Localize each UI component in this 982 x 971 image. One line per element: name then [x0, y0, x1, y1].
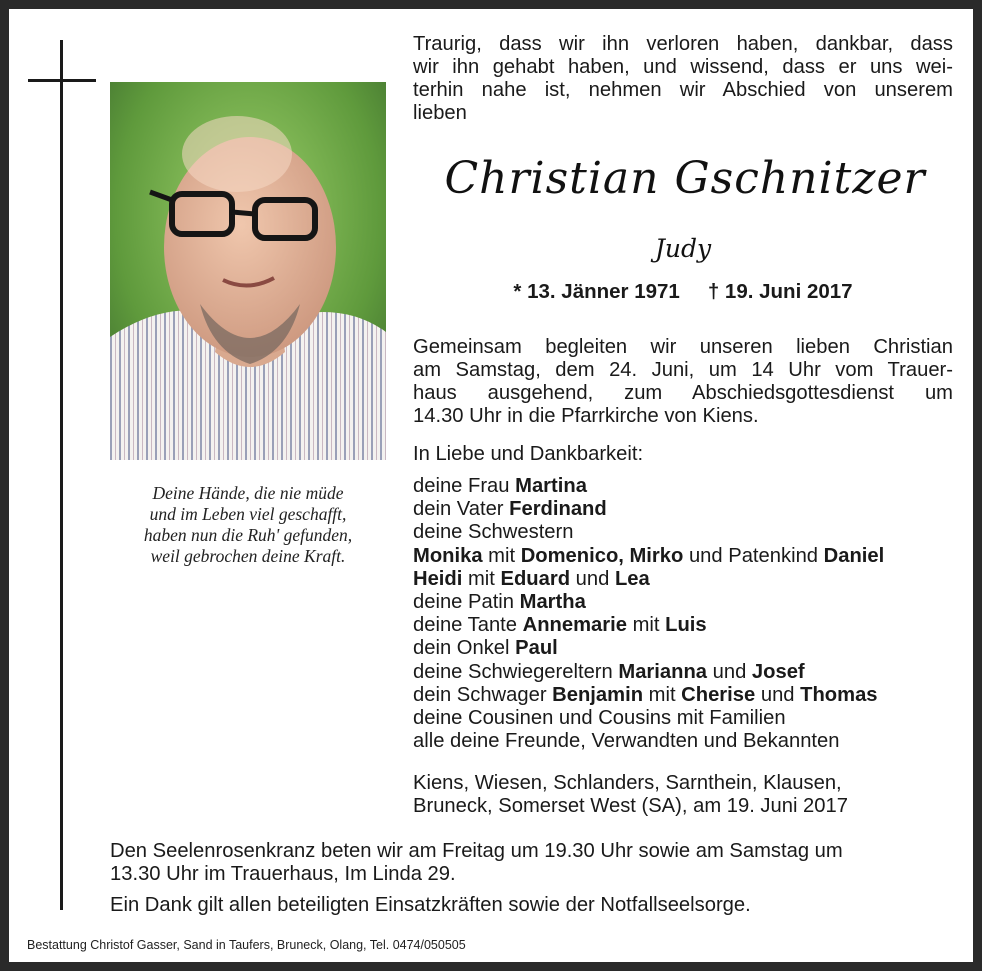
funeral-home-footer: Bestattung Christof Gasser, Sand in Taufers, Bruneck, Olang, Tel. 0474/050505	[27, 938, 466, 952]
poem-line: weil gebrochen deine Kraft.	[150, 546, 346, 566]
mourner-line	[413, 707, 953, 730]
poem-line: haben nun die Ruh' gefunden,	[143, 525, 353, 545]
ceremony-line: am Samstag, dem 24. Juni, um 14 Uhr vom Trauer-	[413, 359, 953, 381]
mourner-line	[413, 568, 953, 591]
mourner-line	[413, 545, 953, 568]
mourner-name: Marianna	[618, 660, 708, 683]
cross-icon-bar	[28, 79, 96, 82]
thanks-text: Ein Dank gilt allen beteiligten Einsatzkräften sowie der Notfallseelsorge.	[110, 894, 751, 916]
ceremony-line: haus ausgehend, zum Abschiedsgottesdienst um	[413, 382, 953, 404]
life-dates	[413, 280, 953, 304]
poem-line: Deine Hände, die nie müde	[152, 483, 344, 503]
mourner-relation: und	[570, 567, 615, 590]
mourner-relation: deine Frau	[413, 475, 516, 497]
mourner-relation: und	[755, 683, 801, 706]
mourner-relation: mit	[643, 683, 682, 706]
mourner-relation: dein Schwager	[413, 683, 553, 706]
mourner-relation: deine Patin	[413, 591, 520, 614]
intro-line: lieben	[413, 102, 467, 124]
portrait-photo	[110, 82, 386, 460]
mourner-line	[413, 591, 953, 614]
mourner-line	[413, 498, 953, 521]
mourner-relation: und Patenkind	[683, 544, 824, 567]
deceased-nickname: Judy	[654, 234, 712, 263]
mourner-relation: mit	[462, 567, 501, 590]
mourner-name: Luis	[665, 614, 707, 637]
mourner-line	[413, 521, 953, 544]
mourner-relation: und	[707, 660, 752, 683]
mourner-relation: dein Onkel	[413, 637, 516, 660]
mourner-name: Martina	[515, 475, 587, 497]
intro-line: wir ihn gehabt haben, und wissend, dass er uns wei-	[413, 56, 953, 78]
intro-line: Traurig, dass wir ihn verloren haben, dankbar, dass	[413, 33, 953, 55]
places-line: Kiens, Wiesen, Schlanders, Sarnthein, Klausen,	[413, 772, 842, 794]
mourners-list	[413, 475, 953, 753]
mourner-line	[413, 637, 953, 660]
places-line: Bruneck, Somerset West (SA), am 19. Juni 2017	[413, 795, 848, 817]
places-text	[413, 772, 953, 818]
mourner-relation: mit	[482, 544, 521, 567]
intro-text	[413, 33, 953, 125]
ceremony-text	[413, 336, 953, 428]
mourner-name: Domenico, Mirko	[520, 544, 684, 567]
mourner-line	[413, 661, 953, 684]
mourner-relation: deine Schwestern	[413, 521, 574, 544]
mourner-name: Heidi	[413, 567, 463, 590]
mourner-name: Martha	[519, 591, 586, 614]
mourner-name: Josef	[751, 660, 805, 683]
mourners-heading: In Liebe und Dankbarkeit:	[413, 443, 644, 465]
mourner-name: Monika	[413, 544, 483, 567]
mourner-name: Thomas	[800, 683, 878, 706]
rosary-text	[110, 840, 960, 886]
mourner-name: Ferdinand	[509, 498, 607, 521]
rosary-line: Den Seelenrosenkranz beten wir am Freitag um 19.30 Uhr sowie am Samstag um	[110, 840, 843, 862]
ceremony-line: Gemeinsam begleiten wir unseren lieben Christian	[413, 336, 953, 358]
mourner-line	[413, 730, 953, 753]
mourner-name: Daniel	[823, 544, 885, 567]
mourner-line	[413, 614, 953, 637]
death-date: † 19. Juni 2017	[707, 280, 853, 303]
mourner-name: Paul	[515, 637, 558, 660]
mourner-relation: mit	[626, 614, 666, 637]
cross-icon	[60, 40, 63, 910]
mourner-relation: deine Tante	[413, 614, 523, 637]
mourner-relation: deine Schwiegereltern	[413, 660, 619, 683]
mourner-line	[413, 475, 953, 498]
rosary-line: 13.30 Uhr im Trauerhaus, Im Linda 29.	[110, 863, 456, 885]
mourner-name: Benjamin	[552, 683, 644, 706]
ceremony-line: 14.30 Uhr in die Pfarrkirche von Kiens.	[413, 405, 759, 427]
mourner-name: Eduard	[500, 567, 571, 590]
poem	[110, 483, 386, 567]
mourner-relation: dein Vater	[413, 498, 510, 521]
mourner-name: Cherise	[681, 683, 756, 706]
poem-line: und im Leben viel geschafft,	[149, 504, 347, 524]
deceased-name: Christian Gschnitzer	[444, 153, 926, 204]
mourner-name: Annemarie	[522, 614, 627, 637]
intro-line: terhin nahe ist, nehmen wir Abschied von unserem	[413, 79, 953, 101]
mourner-relation: alle deine Freunde, Verwandten und Bekannten	[413, 730, 840, 753]
mourner-name: Lea	[614, 567, 650, 590]
mourner-line	[413, 684, 953, 707]
mourner-relation: deine Cousinen und Cousins mit Familien	[413, 707, 786, 730]
birth-date: * 13. Jänner 1971	[513, 280, 680, 303]
